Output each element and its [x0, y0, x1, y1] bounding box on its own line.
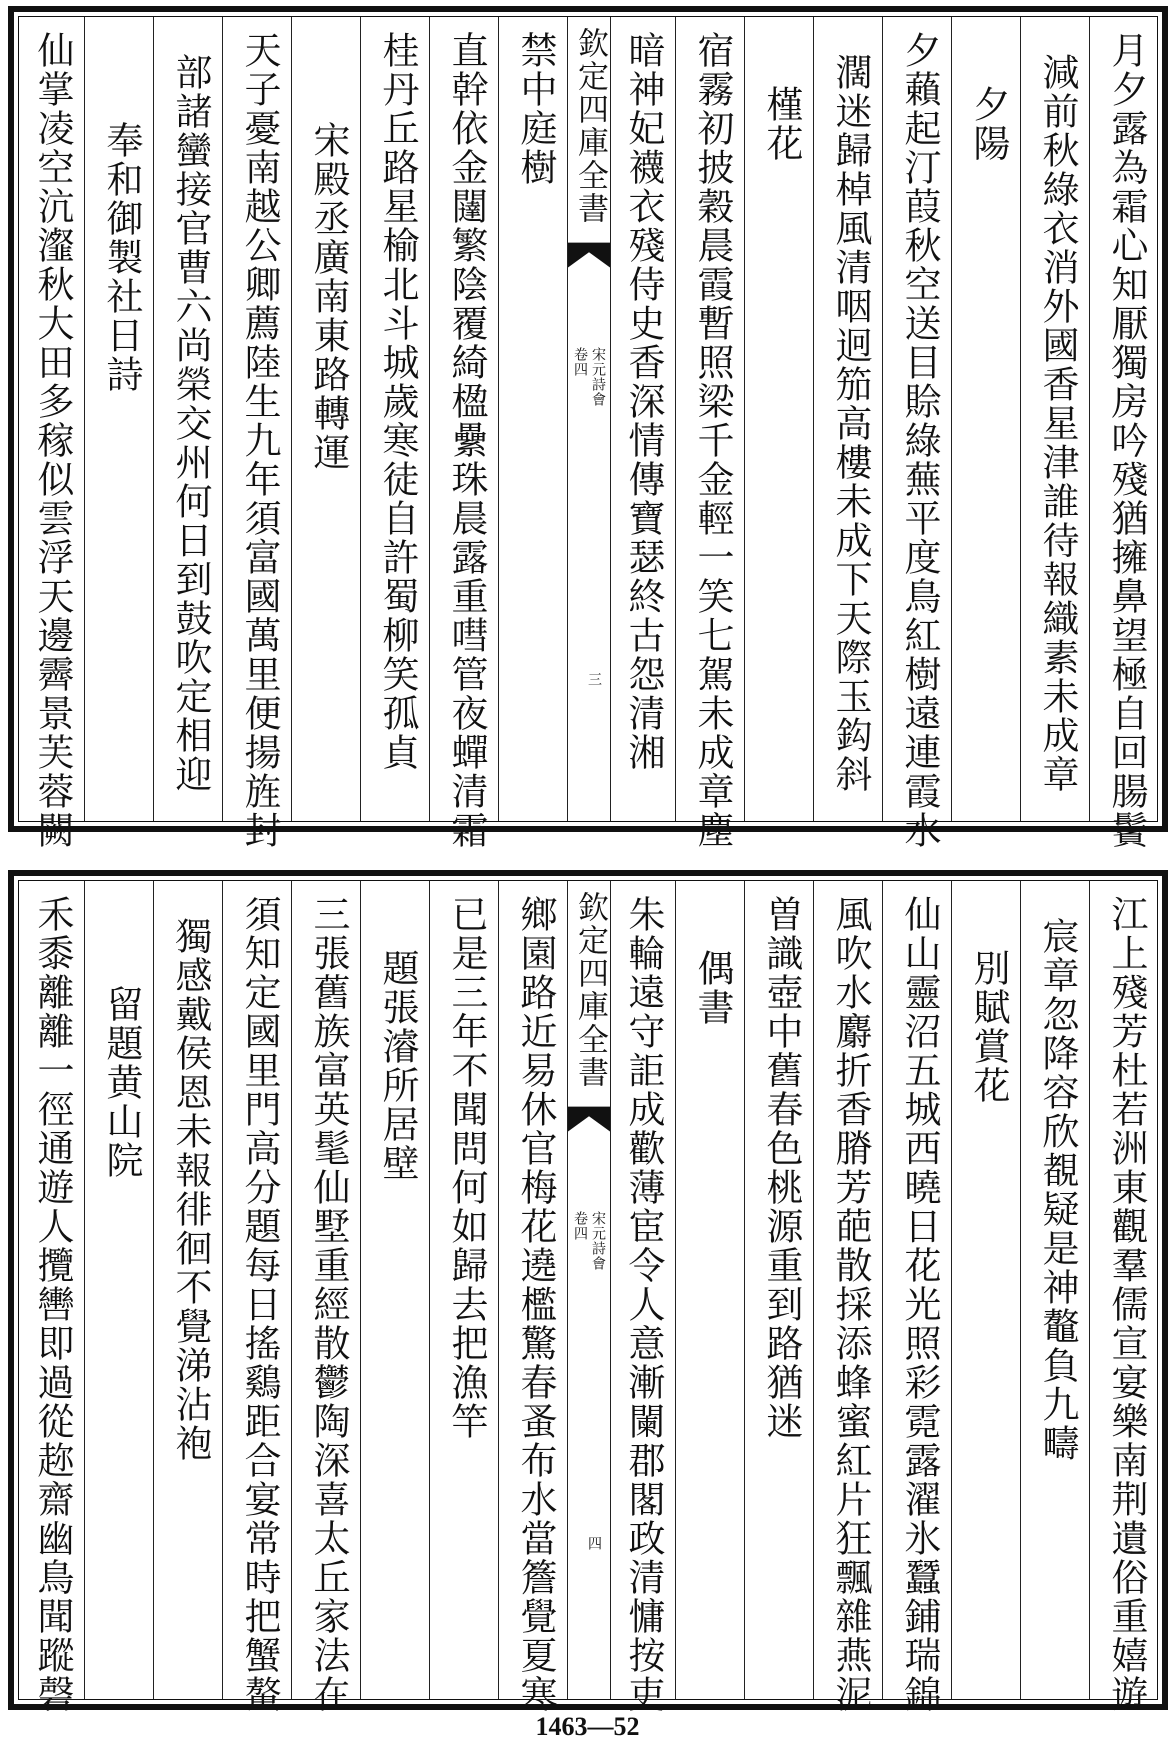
text-column: 仙掌凌空沆瀣秋大田多稼似雲浮天邊霽景芙蓉闕	[31, 31, 74, 850]
center-spine	[567, 881, 611, 1699]
fishtail-mark-icon	[568, 1106, 610, 1136]
column-rule	[222, 17, 223, 821]
upper-page-frame	[18, 16, 1158, 850]
text-column: 禁中庭樹	[514, 31, 557, 187]
column-rule	[1020, 17, 1021, 821]
column-rule	[429, 881, 430, 1699]
column-rule	[1089, 881, 1090, 1699]
column-rule	[429, 17, 430, 821]
column-rule	[84, 17, 85, 821]
text-column: 月夕露為霜心知厭獨房吟殘猶擁鼻望極自回腸鬢	[1105, 31, 1148, 850]
text-column: 已是三年不聞問何如歸去把漁竿	[445, 895, 488, 1441]
spine-page-number: 四	[586, 1536, 602, 1550]
column-rule	[675, 17, 676, 821]
column-rule	[84, 881, 85, 1699]
text-column: 風吹水麝折香膌芳葩散採添蜂蜜紅片狂飄雜燕泥	[829, 895, 872, 1714]
column-rule	[498, 17, 499, 821]
poem-title: 別賦賞花	[967, 949, 1010, 1105]
column-rule	[291, 17, 292, 821]
text-column: 仙山靈沼五城西曉日花光照彩霓露濯氷蠶鋪瑞錦	[898, 895, 941, 1714]
column-rule	[744, 17, 745, 821]
column-rule	[813, 17, 814, 821]
column-rule	[744, 881, 745, 1699]
page-code: 1463—52	[535, 1712, 640, 1741]
poem-title: 夕陽	[967, 85, 1010, 163]
text-column: 宸章忽降容欣覩疑是神鼇負九疇	[1036, 917, 1079, 1463]
text-column: 濶迷歸棹風清咽迥笳高樓未成下天際玉鈎斜	[829, 53, 872, 794]
text-column: 夕藾起汀葭秋空送目賒綠蕪平度鳥紅樹遠連霞水	[898, 31, 941, 850]
text-column: 禾黍離離一徑通遊人攬轡即過從趂齋幽鳥聞蹤磬	[31, 895, 74, 1714]
poem-title: 槿花	[760, 85, 803, 163]
column-rule	[1020, 881, 1021, 1699]
spine-title: 欽定四庫全書	[572, 891, 608, 1089]
spine-collection: 宋元詩會	[590, 1211, 606, 1271]
poem-title: 題張濬所居壁	[376, 949, 419, 1183]
text-column: 鄉園路近易休官梅花遶檻驚春蚤布水當簷覺夏寒	[514, 895, 557, 1714]
text-column: 天子憂南越公卿薦陸生九年須富國萬里便揚旌封	[238, 31, 281, 850]
spine-volume: 卷四	[572, 347, 588, 377]
text-column: 桂丹丘路星榆北斗城歲寒徒自許蜀柳笑孤貞	[376, 31, 419, 772]
spine-collection: 宋元詩會	[590, 347, 606, 407]
column-rule	[360, 17, 361, 821]
text-column: 獨感戴侯恩未報徘徊不覺涕沾袍	[169, 917, 212, 1463]
text-column: 宿霧初披穀晨霞暫照梁千金輕一笑七駕未成章塵	[691, 31, 734, 850]
column-rule	[291, 881, 292, 1699]
column-rule	[360, 881, 361, 1699]
spine-volume: 卷四	[572, 1211, 588, 1241]
column-rule	[882, 881, 883, 1699]
center-spine	[567, 17, 611, 821]
text-column: 朱輪遠守詎成歡薄宦令人意漸闌郡閣政清慵按吏	[622, 895, 665, 1714]
poem-title: 奉和御製社日詩	[100, 121, 143, 394]
text-column: 三張舊族富英髦仙墅重經散鬱陶深喜太丘家法在	[307, 895, 350, 1714]
column-rule	[675, 881, 676, 1699]
column-rule	[951, 881, 952, 1699]
text-column: 暗神妃襪衣殘侍史香深情傳寶瑟終古怨清湘	[622, 31, 665, 772]
column-rule	[153, 17, 154, 821]
column-rule	[498, 881, 499, 1699]
column-rule	[951, 17, 952, 821]
poem-title: 宋殿丞廣南東路轉運	[307, 121, 350, 472]
column-rule	[813, 881, 814, 1699]
text-column: 曽識壺中舊春色桃源重到路猶迷	[760, 895, 803, 1441]
column-rule	[882, 17, 883, 821]
lower-page-frame	[18, 880, 1158, 1714]
spine-page-number: 三	[586, 672, 602, 686]
lower-page	[8, 870, 1168, 1714]
text-column: 部諸蠻接官曹六尚榮交州何日到鼓吹定相迎	[169, 53, 212, 794]
text-column: 江上殘芳杜若洲東觀羣儒宣宴樂南荆遺俗重嬉遊	[1105, 895, 1148, 1714]
poem-title: 偶書	[691, 949, 734, 1027]
text-column: 須知定國里門高分題每日搖鷄距合宴常時把蟹螯	[238, 895, 281, 1714]
column-rule	[1089, 17, 1090, 821]
text-column: 直幹依金闥繁陰覆綺楹纍珠晨露重嘒管夜蟬清霜	[445, 31, 488, 850]
column-rule	[153, 881, 154, 1699]
spine-title: 欽定四庫全書	[572, 27, 608, 225]
poem-title: 留題黄山院	[100, 985, 143, 1180]
text-column: 減前秋綠衣消外國香星津誰待報織素未成章	[1036, 53, 1079, 794]
upper-page	[8, 6, 1168, 850]
column-rule	[222, 881, 223, 1699]
fishtail-mark-icon	[568, 242, 610, 272]
